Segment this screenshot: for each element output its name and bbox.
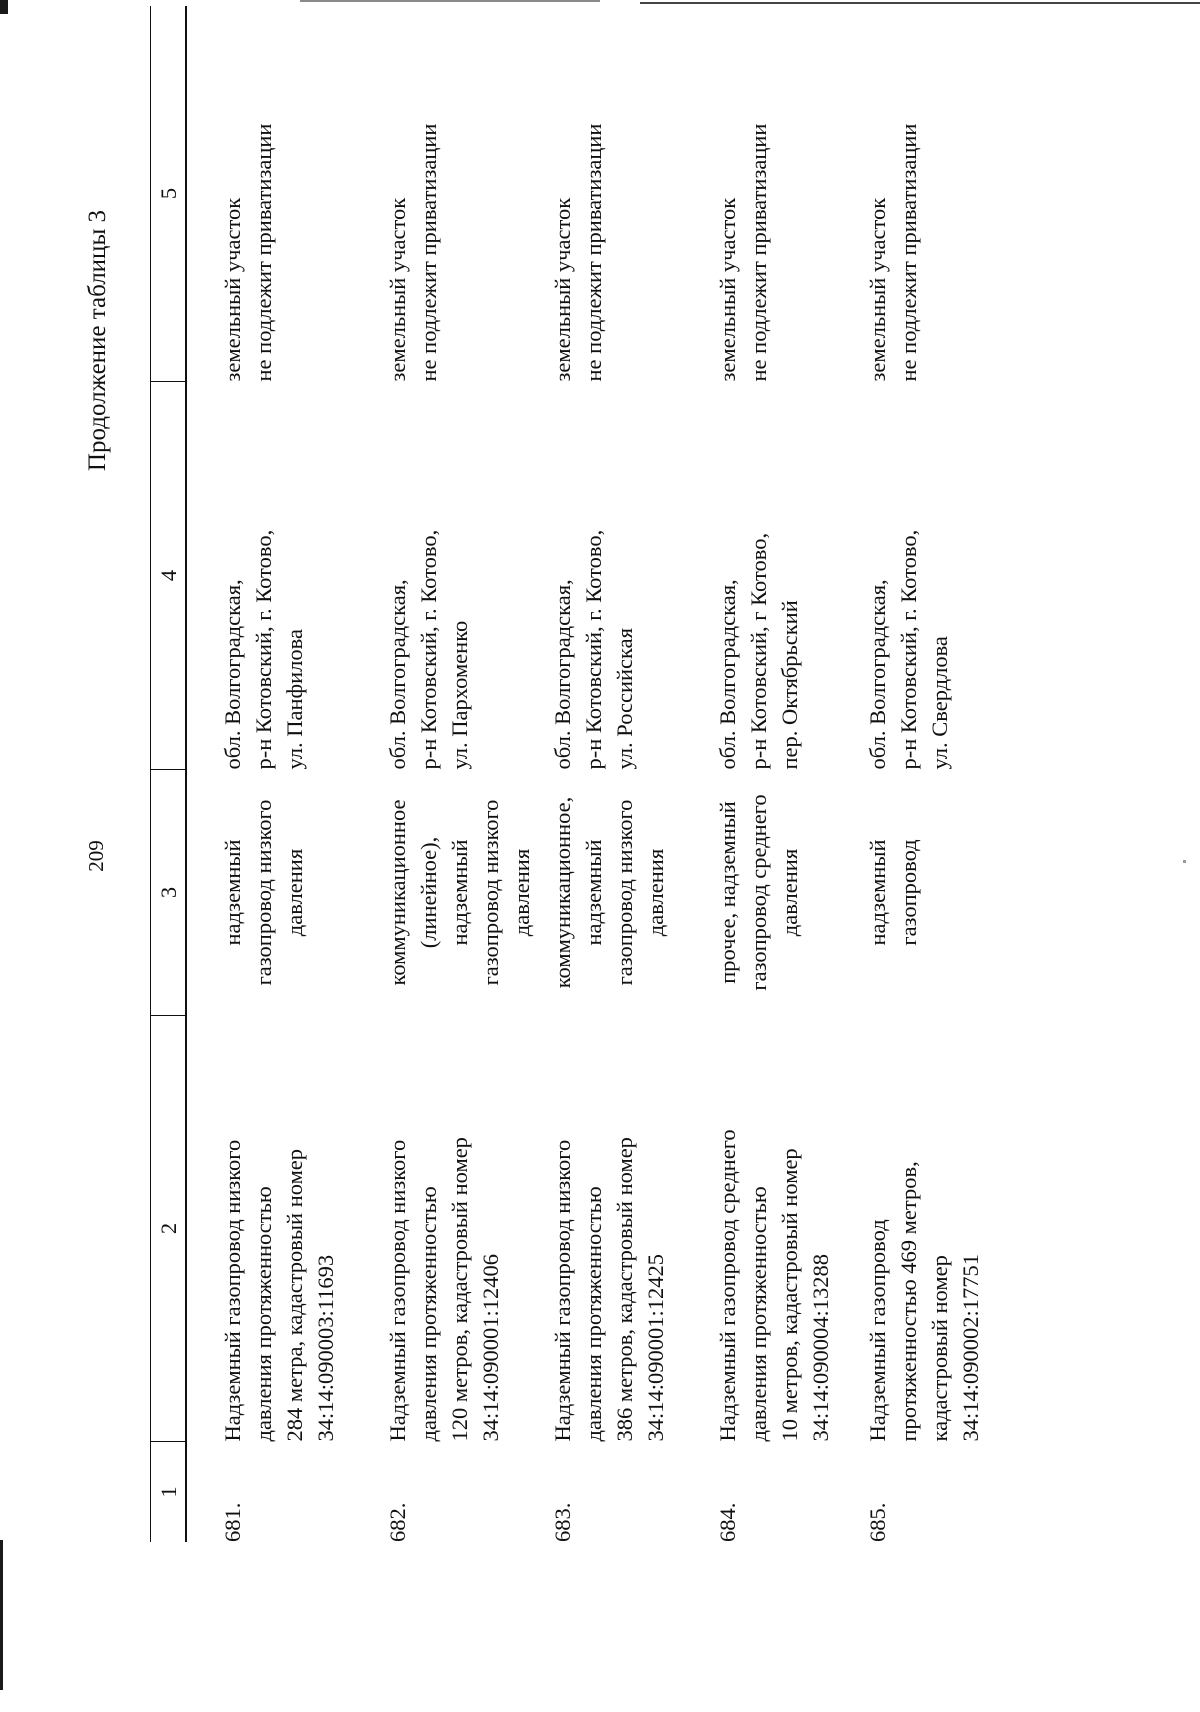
object-address <box>547 382 712 770</box>
text-line: Надземный газопровод низкого <box>550 1139 575 1442</box>
text-line: давления <box>643 848 668 937</box>
text-line: земельный участок <box>385 197 410 382</box>
object-address <box>382 382 547 770</box>
text-line: земельный участок <box>220 197 245 382</box>
text-line: газопровод низкого <box>612 799 637 986</box>
text-line: Надземный газопровод низкого <box>385 1139 410 1442</box>
text-line: давления <box>282 848 307 937</box>
object-type <box>547 770 712 1016</box>
text-line: не подлежит приватизации <box>416 123 441 382</box>
text-line: 34:14:090003:11693 <box>313 1254 338 1442</box>
row-number: 682. <box>385 1502 410 1542</box>
text-line: газопровод низкого <box>251 799 276 986</box>
text-line: р-н Котовский, г. Котово, <box>416 529 441 770</box>
text-line: обл. Волгоградская, <box>220 579 245 770</box>
column-header-4: 4 <box>151 382 187 770</box>
text-line: не подлежит приватизации <box>251 123 276 382</box>
object-description <box>862 1016 1002 1442</box>
text-line: обл. Волгоградская, <box>385 579 410 770</box>
object-type <box>712 770 862 1016</box>
table-row <box>547 6 712 1542</box>
text-line: коммуникационное, <box>550 796 575 989</box>
text-line: давления протяженностью <box>416 1186 441 1442</box>
text-line: не подлежит приватизации <box>581 123 606 382</box>
text-line: надземный <box>865 839 890 946</box>
text-line: 284 метра, кадастровый номер <box>282 1148 307 1442</box>
text-line: 120 метров, кадастровый номер <box>447 1137 472 1442</box>
text-line: ул. Российская <box>612 628 637 770</box>
column-header-5: 5 <box>151 6 187 382</box>
table-row <box>382 6 547 1542</box>
text-line: земельный участок <box>865 197 890 382</box>
text-line: р-н Котовский, г. Котово, <box>581 529 606 770</box>
table-header-row <box>151 6 187 1542</box>
text-line: газопровод среднего <box>746 794 771 991</box>
row-number: 681. <box>220 1502 245 1542</box>
text-line: ул. Пархоменко <box>447 620 472 770</box>
property-table <box>150 6 1002 1542</box>
row-number: 684. <box>715 1502 740 1542</box>
text-line: р-н Котовский, г. Котово, <box>251 529 276 770</box>
text-line: Надземный газопровод среднего <box>715 1129 740 1442</box>
text-line: земельный участок <box>550 197 575 382</box>
text-line: надземный <box>220 839 245 946</box>
land-status <box>547 6 712 382</box>
object-description <box>712 1016 862 1442</box>
text-line: 34:14:090002:17751 <box>958 1253 983 1442</box>
text-line: не подлежит приватизации <box>896 123 921 382</box>
text-line: давления протяженностью <box>251 1186 276 1442</box>
table-row <box>862 6 1002 1542</box>
text-line: 34:14:090001:12425 <box>643 1253 668 1442</box>
text-line: Надземный газопровод <box>865 1219 890 1442</box>
table-row <box>186 6 382 1542</box>
page-number: 209 <box>84 840 108 872</box>
text-line: р-н Котовский, г Котово, <box>746 532 771 770</box>
text-line: (линейное), <box>416 836 441 949</box>
text-line: надземный <box>581 839 606 946</box>
object-address <box>186 382 382 770</box>
land-status <box>382 6 547 382</box>
land-status <box>712 6 862 382</box>
text-line: Надземный газопровод низкого <box>220 1139 245 1442</box>
text-line: обл. Волгоградская, <box>550 579 575 770</box>
land-status <box>862 6 1002 382</box>
object-description <box>547 1016 712 1442</box>
text-line: обл. Волгоградская, <box>865 579 890 770</box>
object-address <box>862 382 1002 770</box>
table-continuation-label: Продолжение таблицы 3 <box>84 210 111 472</box>
text-line: протяженностью 469 метров, <box>896 1161 921 1442</box>
text-line: газопровод низкого <box>478 799 503 986</box>
text-line: надземный <box>447 839 472 946</box>
column-header-1: 1 <box>151 1442 187 1543</box>
text-line: прочее, надземный <box>715 801 740 984</box>
text-line: кадастровый номер <box>927 1255 952 1442</box>
text-line: ул. Свердлова <box>927 636 952 770</box>
column-header-2: 2 <box>151 1016 187 1442</box>
text-line: обл. Волгоградская, <box>715 579 740 770</box>
land-status <box>186 6 382 382</box>
text-line: пер. Октябрьский <box>777 600 802 770</box>
object-description <box>186 1016 382 1442</box>
text-line: 10 метров, кадастровый номер <box>777 1148 802 1442</box>
text-line: 34:14:090001:12406 <box>478 1253 503 1442</box>
text-line: коммуникационное <box>385 799 410 986</box>
text-line: давления <box>509 848 534 937</box>
text-line: 386 метров, кадастровый номер <box>612 1137 637 1442</box>
text-line: р-н Котовский, г. Котово, <box>896 529 921 770</box>
text-line: давления протяженностью <box>581 1186 606 1442</box>
row-number: 685. <box>865 1502 890 1542</box>
object-type <box>186 770 382 1016</box>
column-header-3: 3 <box>151 770 187 1016</box>
object-type <box>382 770 547 1016</box>
object-description <box>382 1016 547 1442</box>
text-line: ул. Панфилова <box>282 629 307 770</box>
table-row <box>712 6 862 1542</box>
text-line: газопровод <box>896 839 921 946</box>
text-line: давления <box>777 848 802 937</box>
text-line: давления протяженностью <box>746 1186 771 1442</box>
object-address <box>712 382 862 770</box>
object-type <box>862 770 1002 1016</box>
row-number: 683. <box>550 1502 575 1542</box>
text-line: земельный участок <box>715 197 740 382</box>
text-line: не подлежит приватизации <box>746 123 771 382</box>
text-line: 34:14:090004:13288 <box>808 1253 833 1442</box>
